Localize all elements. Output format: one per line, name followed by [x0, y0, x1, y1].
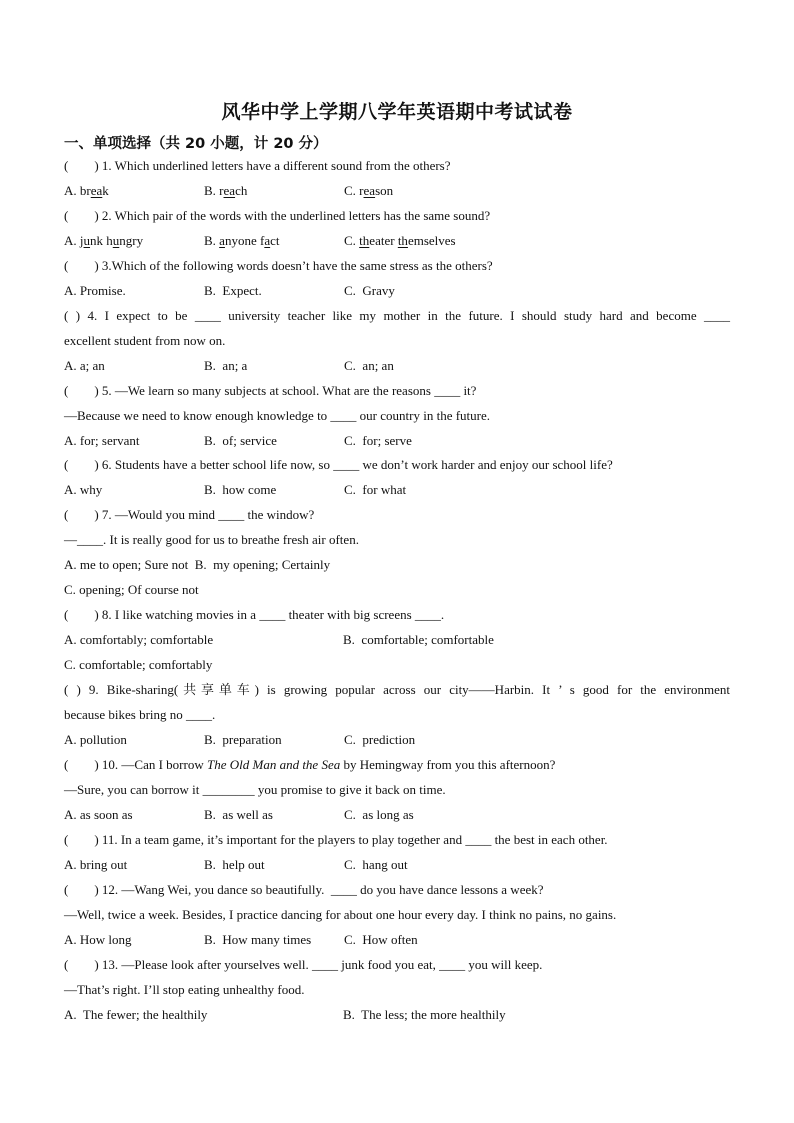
question-1-option-b: B. reach — [204, 183, 248, 198]
question-6-option-b: B. how come — [204, 482, 277, 497]
question-4-option-a: A. a; an — [64, 358, 105, 373]
exam-title: 风华中学上学期八学年英语期中考试试卷 — [221, 101, 573, 123]
question-3-option-c: C. Gravy — [344, 283, 395, 298]
question-8-option-a: A. comfortably; comfortable — [64, 632, 214, 647]
question-9-option-b: B. preparation — [204, 732, 282, 747]
question-13-stem: ( ) 13. —Please look after yourselves well. ____ junk food you eat, ____ you will keep. — [64, 957, 543, 972]
section-heading: 一、单项选择（共 20 小题，计 20 分） — [64, 136, 328, 152]
question-10-option-c: C. as long as — [344, 807, 414, 822]
question-8-option-c: C. comfortable; comfortably — [64, 657, 213, 672]
question-9-stem-line-2: because bikes bring no ____. — [64, 707, 216, 722]
question-7-stem: ( ) 7. —Would you mind ____ the window? — [64, 507, 315, 522]
question-12-option-c: C. How often — [344, 932, 418, 947]
question-8-stem: ( ) 8. I like watching movies in a ____ theater with big screens ____. — [64, 607, 445, 622]
question-4-stem-line-2: excellent student from now on. — [64, 333, 226, 348]
question-13-option-b: B. The less; the more healthily — [343, 1007, 506, 1022]
question-1-option-a: A. break — [64, 183, 109, 198]
question-9-option-a: A. pollution — [64, 732, 127, 747]
question-5-option-c: C. for; serve — [344, 433, 412, 448]
question-11-option-a: A. bring out — [64, 857, 128, 872]
question-5-option-b: B. of; service — [204, 433, 277, 448]
question-7-stem-reply: —____. It is really good for us to breathe fresh air often. — [64, 532, 359, 547]
question-9-option-c: C. prediction — [344, 732, 416, 747]
question-10-stem: ( ) 10. —Can I borrow The Old Man and the Sea by Hemingway from you this afternoon? — [64, 757, 556, 772]
question-12-stem: ( ) 12. —Wang Wei, you dance so beautifully. ____ do you have dance lessons a week? — [64, 882, 544, 897]
question-10-option-b: B. as well as — [204, 807, 273, 822]
question-6-option-c: C. for what — [344, 482, 407, 497]
question-11-option-c: C. hang out — [344, 857, 408, 872]
question-13-option-a: A. The fewer; the healthily — [64, 1007, 208, 1022]
question-12-option-b: B. How many times — [204, 932, 312, 947]
question-12-stem-reply: —Well, twice a week. Besides, I practice dancing for about one hour every day. I think no pains, no gains. — [64, 907, 617, 922]
question-2-option-c: C. theater themselves — [344, 233, 456, 248]
question-1-stem: ( ) 1. Which underlined letters have a different sound from the others? — [64, 158, 451, 173]
question-6-stem: ( ) 6. Students have a better school life now, so ____ we don’t work harder and enjoy our school life? — [64, 457, 613, 472]
question-2-stem: ( ) 2. Which pair of the words with the underlined letters has the same sound? — [64, 208, 491, 223]
question-2-option-b: B. anyone fact — [204, 233, 280, 248]
question-5-stem-reply: —Because we need to know enough knowledge to ____ our country in the future. — [64, 408, 491, 423]
question-5-option-a: A. for; servant — [64, 433, 140, 448]
question-9-stem-line-1: ( ) 9. Bike-sharing(共享单车) is growing popular across our city——Harbin. It ’ s good for the environment — [64, 682, 730, 697]
question-3-stem: ( ) 3.Which of the following words doesn’t have the same stress as the others? — [64, 258, 493, 273]
question-10-stem-reply: —Sure, you can borrow it ________ you promise to give it back on time. — [64, 782, 446, 797]
question-7-options-line-1: A. me to open; Sure not B. my opening; Certainly — [64, 557, 331, 572]
question-2-option-a: A. junk hungry — [64, 233, 144, 248]
question-12-option-a: A. How long — [64, 932, 132, 947]
question-3-option-b: B. Expect. — [204, 283, 262, 298]
question-8-option-b: B. comfortable; comfortable — [343, 632, 494, 647]
question-5-stem: ( ) 5. —We learn so many subjects at school. What are the reasons ____ it? — [64, 383, 477, 398]
question-4-option-c: C. an; an — [344, 358, 394, 373]
question-13-stem-reply: —That’s right. I’ll stop eating unhealthy food. — [64, 982, 305, 997]
question-6-option-a: A. why — [64, 482, 103, 497]
question-10-option-a: A. as soon as — [64, 807, 133, 822]
question-11-stem: ( ) 11. In a team game, it’s important for the players to play together and ____ the best in each other. — [64, 832, 608, 847]
question-11-option-b: B. help out — [204, 857, 265, 872]
question-4-option-b: B. an; a — [204, 358, 248, 373]
question-1-option-c: C. reason — [344, 183, 394, 198]
question-3-option-a: A. Promise. — [64, 283, 126, 298]
question-4-stem-line-1: ( ) 4. I expect to be ____ university teacher like my mother in the future. I should study hard and become ____ — [64, 308, 730, 323]
question-7-options-line-2: C. opening; Of course not — [64, 582, 199, 597]
